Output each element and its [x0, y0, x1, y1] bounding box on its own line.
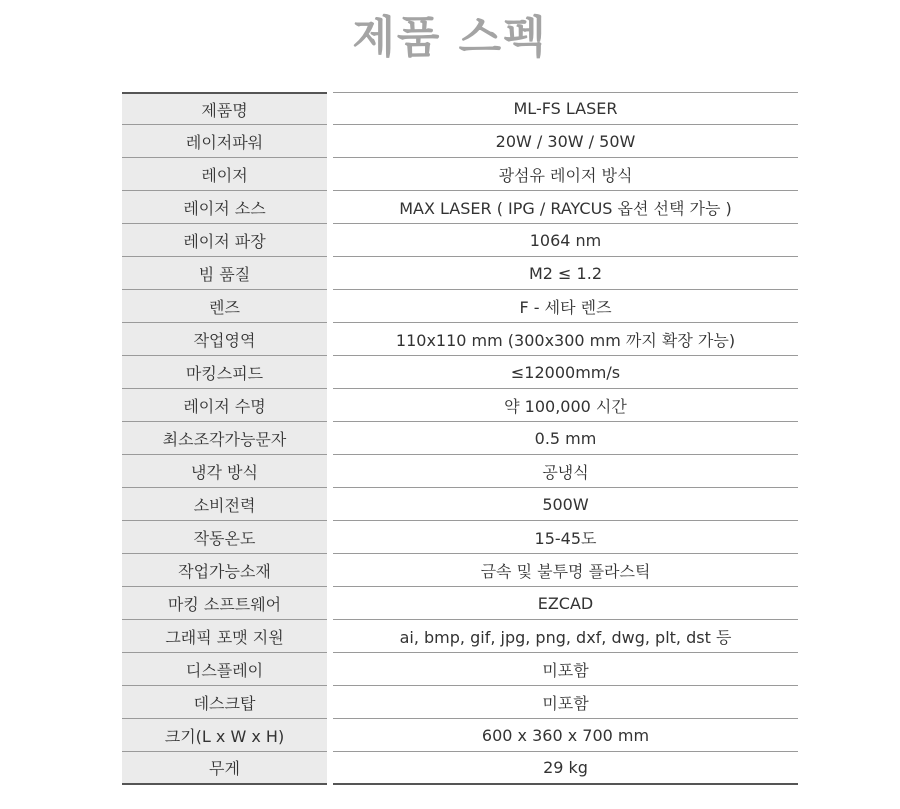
spec-row: [122, 92, 798, 125]
spec-label: 작업영역: [122, 323, 327, 356]
spec-value: ai, bmp, gif, jpg, png, dxf, dwg, plt, dst 등: [333, 620, 798, 653]
spec-value: 0.5 mm: [333, 422, 798, 455]
spec-label: 마킹스피드: [122, 356, 327, 389]
spec-row: [122, 356, 798, 389]
spec-label: 작동온도: [122, 521, 327, 554]
spec-row: [122, 290, 798, 323]
spec-value: 약 100,000 시간: [333, 389, 798, 422]
spec-row: [122, 488, 798, 521]
spec-row: [122, 752, 798, 785]
spec-value: 15-45도: [333, 521, 798, 554]
spec-row: [122, 323, 798, 356]
spec-value: 금속 및 불투명 플라스틱: [333, 554, 798, 587]
spec-value: 500W: [333, 488, 798, 521]
spec-value: 미포함: [333, 653, 798, 686]
spec-label: 최소조각가능문자: [122, 422, 327, 455]
spec-row: [122, 521, 798, 554]
spec-label: 마킹 소프트웨어: [122, 587, 327, 620]
spec-row: [122, 455, 798, 488]
spec-label: 냉각 방식: [122, 455, 327, 488]
spec-value: MAX LASER ( IPG / RAYCUS 옵션 선택 가능 ): [333, 191, 798, 224]
spec-label: 제품명: [122, 92, 327, 125]
spec-row: [122, 422, 798, 455]
spec-label: 작업가능소재: [122, 554, 327, 587]
spec-label: 무게: [122, 752, 327, 785]
spec-label: 데스크탑: [122, 686, 327, 719]
spec-value: EZCAD: [333, 587, 798, 620]
spec-label: 크기(L x W x H): [122, 719, 327, 752]
spec-label: 레이저파워: [122, 125, 327, 158]
spec-value: F - 세타 렌즈: [333, 290, 798, 323]
spec-label: 그래픽 포맷 지원: [122, 620, 327, 653]
spec-value: 29 kg: [333, 752, 798, 785]
spec-label: 렌즈: [122, 290, 327, 323]
spec-value: 공냉식: [333, 455, 798, 488]
spec-row: [122, 257, 798, 290]
spec-value: 20W / 30W / 50W: [333, 125, 798, 158]
spec-row: [122, 389, 798, 422]
spec-value: ≤12000mm/s: [333, 356, 798, 389]
spec-value: M2 ≤ 1.2: [333, 257, 798, 290]
spec-row: [122, 158, 798, 191]
spec-value: 1064 nm: [333, 224, 798, 257]
spec-label: 레이저 소스: [122, 191, 327, 224]
spec-label: 디스플레이: [122, 653, 327, 686]
spec-row: [122, 191, 798, 224]
spec-row: [122, 620, 798, 653]
spec-value: 광섬유 레이저 방식: [333, 158, 798, 191]
spec-row: [122, 719, 798, 752]
spec-row: [122, 653, 798, 686]
spec-value: 110x110 mm (300x300 mm 까지 확장 가능): [333, 323, 798, 356]
spec-table: [122, 92, 798, 785]
spec-label: 레이저 수명: [122, 389, 327, 422]
spec-value: ML-FS LASER: [333, 92, 798, 125]
spec-label: 레이저: [122, 158, 327, 191]
spec-row: [122, 587, 798, 620]
spec-value: 600 x 360 x 700 mm: [333, 719, 798, 752]
spec-row: [122, 224, 798, 257]
spec-label: 빔 품질: [122, 257, 327, 290]
spec-row: [122, 125, 798, 158]
spec-row: [122, 686, 798, 719]
spec-row: [122, 554, 798, 587]
spec-value: 미포함: [333, 686, 798, 719]
spec-label: 레이저 파장: [122, 224, 327, 257]
spec-label: 소비전력: [122, 488, 327, 521]
page-title: 제품 스펙: [352, 12, 548, 63]
